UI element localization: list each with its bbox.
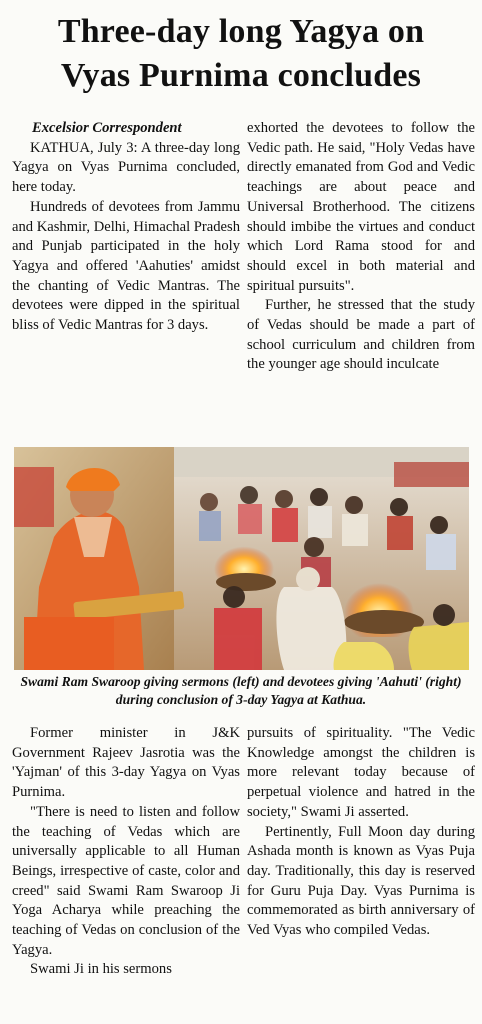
paragraph: Former minister in J&K Government Rajeev Jasrotia was the 'Yajman' of this 3-day Yagya on Vyas Purnima.: [12, 725, 240, 801]
yagya-photo: [14, 447, 469, 670]
paragraph: "There is need to listen and follow the teaching of Vedas which are universally applicable to all Human Beings, irrespective of caste, color and creed" said Swami Ram Swaroop Ji Yoga Acharya while preaching the teaching of Vedas on conclusion of the Yagya.: [12, 803, 240, 958]
paragraph: Further, he stressed that the study of Vedas should be made a part of school curriculum and children from the younger age should inculcate: [247, 297, 475, 373]
paragraph: Swami Ji in his sermons: [30, 961, 172, 978]
headline: [10, 10, 472, 98]
paragraph: pursuits of spirituality. "The Vedic Knowledge amongst the children is more relevant today because of perpetual violence and hatred in the society," Swami Ji asserted.: [247, 725, 475, 820]
headline-line-2: Vyas Purnima concludes: [60, 57, 422, 94]
paragraph: exhorted the devotees to follow the Vedic path. He said, "Holy Vedas have directly emanated from God and Vedic teachings are about peace and Universal Brotherhood. The citizens should imbibe the virtues and conduct which Lord Rama stood for and should excel in both material and spiritual pursuits".: [247, 120, 475, 294]
column-lower-left: [12, 724, 240, 980]
headline-line-1: Three-day long Yagya on: [57, 13, 425, 50]
column-lower-right: [247, 724, 475, 941]
photo-caption: Swami Ram Swaroop giving sermons (left) and devotees giving 'Aahuti' (right) during conclusion of 3-day Yagya at Kathua.: [20, 674, 462, 707]
byline: Excelsior Correspondent: [32, 120, 182, 136]
paragraph: KATHUA, July 3: A three-day long Yagya on Vyas Purnima concluded, here today.: [12, 139, 240, 196]
paragraph: Hundreds of devotees from Jammu and Kashmir, Delhi, Himachal Pradesh and Punjab participated in the holy Yagya and offered 'Aahuties' amidst the chanting of Vedic Mantras. The devotees were dipped in the spiritual bliss of Vedic Mantras for 3 days.: [12, 198, 240, 334]
column-upper-left: [12, 119, 240, 336]
paragraph: Pertinently, Full Moon day during Ashada month is known as Vyas Puja day. Traditionally, this day is reserved for Guru Puja Day. Vyas Purnima is commemorated as birth anniversary of Ved Vyas who compiled Vedas.: [247, 823, 475, 939]
column-upper-right: [247, 119, 475, 375]
